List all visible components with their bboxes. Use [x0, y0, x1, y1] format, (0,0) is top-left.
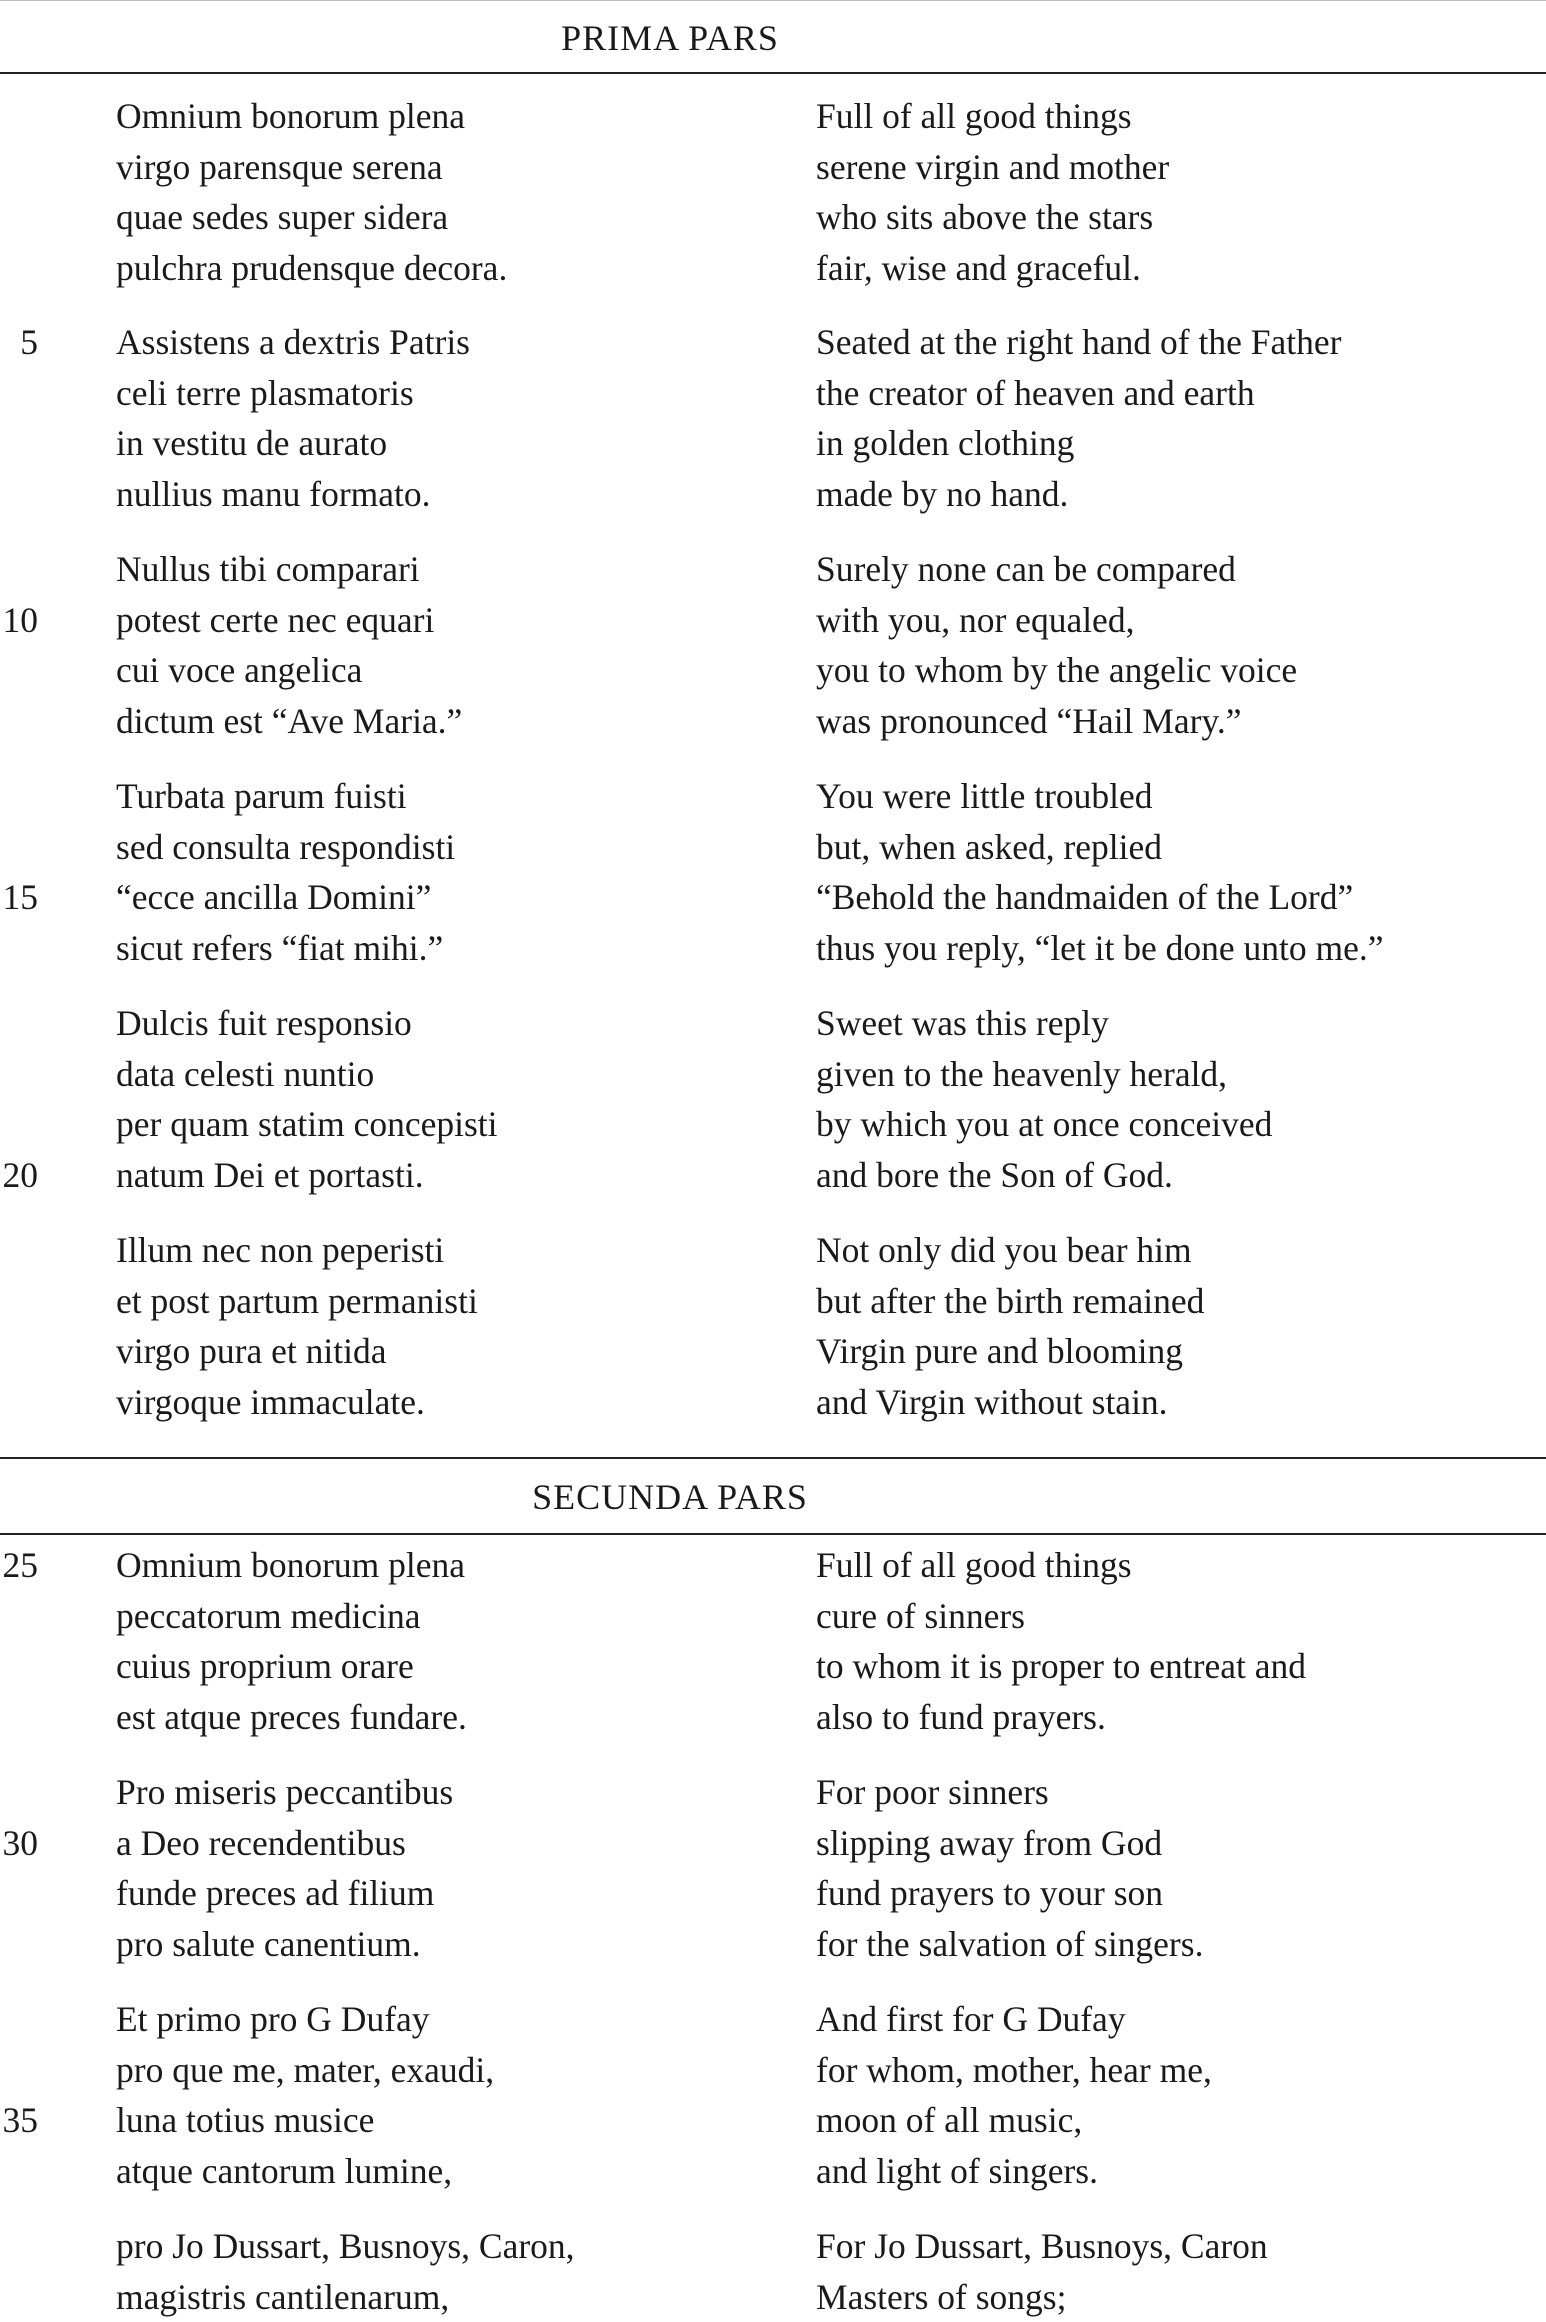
english-text: serene virgin and mother [816, 146, 1170, 187]
stanza [0, 1540, 1546, 1742]
section-rule-prima [0, 72, 1546, 74]
english-text: Not only did you bear him [816, 1230, 1192, 1270]
latin-text: virgoque immaculate. [116, 1381, 425, 1422]
latin-text: potest certe nec equari [116, 599, 435, 640]
latin-text: virgo pura et nitida [116, 1331, 387, 1372]
latin-text: Assistens a dextris Patris [116, 322, 470, 362]
latin-text: celi terre plasmatoris [116, 372, 414, 413]
verse-line [0, 696, 1546, 747]
verse-line [0, 192, 1546, 243]
section-title-prima: PRIMA PARS [561, 18, 779, 58]
latin-text: virgo parensque serena [116, 146, 443, 187]
latin-text: magistris cantilenarum, [116, 2276, 450, 2317]
english-text: For poor sinners [816, 1772, 1049, 1812]
latin-text: peccatorum medicina [116, 1595, 421, 1636]
line-number: 5 [20, 322, 38, 362]
latin-text: data celesti nuntio [116, 1053, 375, 1094]
latin-text: sed consulta respondisti [116, 826, 456, 867]
verse-line [0, 595, 1546, 646]
latin-text: est atque preces fundare. [116, 1696, 467, 1737]
english-text: You were little troubled [816, 776, 1153, 816]
english-text: was pronounced “Hail Mary.” [816, 700, 1242, 741]
verse-line [0, 1540, 1546, 1591]
latin-text: quae sedes super sidera [116, 197, 449, 238]
latin-text: Dulcis fuit responsio [116, 1003, 412, 1043]
stanza [0, 1767, 1546, 1969]
english-text: Full of all good things [816, 1545, 1132, 1585]
latin-text: atque cantorum lumine, [116, 2150, 453, 2191]
latin-text: funde preces ad filium [116, 1873, 435, 1914]
english-text: with you, nor equaled, [816, 599, 1135, 640]
line-number: 35 [2, 2100, 38, 2141]
english-text: Sweet was this reply [816, 1003, 1109, 1043]
latin-text: Illum nec non peperisti [116, 1230, 445, 1270]
english-text: For Jo Dussart, Busnoys, Caron [816, 2226, 1268, 2266]
latin-text: Omnium bonorum plena [116, 96, 466, 136]
english-text: slipping away from God [816, 1822, 1163, 1863]
verse-line [0, 1099, 1546, 1150]
english-text: but, when asked, replied [816, 826, 1163, 867]
english-text: and bore the Son of God. [816, 1154, 1173, 1195]
verse-line [0, 317, 1546, 368]
english-text: Masters of songs; [816, 2276, 1067, 2317]
stanza [0, 771, 1546, 973]
english-text: also to fund prayers. [816, 1696, 1106, 1737]
verse-line [0, 1919, 1546, 1970]
latin-text: “ecce ancilla Domini” [116, 877, 432, 918]
verse-line [0, 243, 1546, 294]
verse-line [0, 1692, 1546, 1743]
verse-line [0, 2272, 1546, 2322]
latin-text: luna totius musice [116, 2100, 375, 2141]
latin-text: sicut refers “fiat mihi.” [116, 927, 444, 968]
verse-line [0, 544, 1546, 595]
english-text: given to the heavenly herald, [816, 1053, 1228, 1094]
english-text: you to whom by the angelic voice [816, 650, 1298, 691]
stanza [0, 91, 1546, 293]
verse-line [0, 1818, 1546, 1869]
english-text: the creator of heaven and earth [816, 372, 1255, 413]
stanza [0, 1225, 1546, 1427]
latin-text: pulchra prudensque decora. [116, 247, 508, 288]
english-text: but after the birth remained [816, 1280, 1205, 1321]
stanza [0, 317, 1546, 519]
english-text: for the salvation of singers. [816, 1923, 1204, 1964]
latin-text: Turbata parum fuisti [116, 776, 407, 816]
verse-line [0, 872, 1546, 923]
verse-line [0, 1377, 1546, 1428]
verse-line [0, 1994, 1546, 2045]
verse-line [0, 2146, 1546, 2197]
verse-line [0, 923, 1546, 974]
english-text: “Behold the handmaiden of the Lord” [816, 877, 1354, 918]
latin-text: Et primo pro G Dufay [116, 1999, 430, 2039]
english-text: for whom, mother, hear me, [816, 2049, 1212, 2090]
section-title-secunda: SECUNDA PARS [532, 1477, 808, 1517]
line-number: 20 [2, 1154, 38, 1195]
verse-line [0, 1150, 1546, 1201]
verse-line [0, 469, 1546, 520]
latin-text: nullius manu formato. [116, 473, 431, 514]
verse-line [0, 1049, 1546, 1100]
latin-text: Nullus tibi comparari [116, 549, 420, 589]
verse-line [0, 2221, 1546, 2272]
verse-line [0, 998, 1546, 1049]
verse-line [0, 1326, 1546, 1377]
english-text: Virgin pure and blooming [816, 1331, 1183, 1372]
line-number: 15 [2, 877, 38, 918]
verse-line [0, 771, 1546, 822]
line-number: 10 [2, 599, 38, 640]
english-text: moon of all music, [816, 2100, 1083, 2141]
latin-text: cui voce angelica [116, 650, 363, 691]
latin-text: cuius proprium orare [116, 1646, 414, 1687]
english-text: and light of singers. [816, 2150, 1098, 2191]
english-text: in golden clothing [816, 423, 1075, 464]
latin-text: a Deo recendentibus [116, 1822, 406, 1863]
english-text: cure of sinners [816, 1595, 1025, 1636]
latin-text: natum Dei et portasti. [116, 1154, 424, 1195]
english-text: who sits above the stars [816, 197, 1154, 238]
english-text: and Virgin without stain. [816, 1381, 1168, 1422]
stanza [0, 2221, 1546, 2322]
verse-line [0, 645, 1546, 696]
latin-text: pro salute canentium. [116, 1923, 421, 1964]
verse-line [0, 1767, 1546, 1818]
verse-line [0, 91, 1546, 142]
verse-line [0, 1276, 1546, 1327]
latin-text: dictum est “Ave Maria.” [116, 700, 463, 741]
verse-line [0, 1868, 1546, 1919]
stanza [0, 1994, 1546, 2196]
latin-text: in vestitu de aurato [116, 423, 388, 464]
english-text: by which you at once conceived [816, 1104, 1273, 1145]
latin-text: Omnium bonorum plena [116, 1545, 466, 1585]
english-text: fair, wise and graceful. [816, 247, 1141, 288]
english-text: made by no hand. [816, 473, 1069, 514]
verse-line [0, 142, 1546, 193]
english-text: Surely none can be compared [816, 549, 1236, 589]
line-number: 25 [2, 1545, 38, 1585]
verse-line [0, 2095, 1546, 2146]
english-text: fund prayers to your son [816, 1873, 1164, 1914]
latin-text: Pro miseris peccantibus [116, 1772, 454, 1812]
verse-line [0, 1591, 1546, 1642]
line-number: 30 [2, 1822, 38, 1863]
section-rule-secunda-top [0, 1457, 1546, 1459]
english-text: Full of all good things [816, 96, 1132, 136]
stanza [0, 998, 1546, 1200]
stanza [0, 544, 1546, 746]
latin-text: pro Jo Dussart, Busnoys, Caron, [116, 2226, 575, 2266]
latin-text: et post partum permanisti [116, 1280, 478, 1321]
english-text: And first for G Dufay [816, 1999, 1126, 2039]
top-rule [0, 0, 1546, 1]
latin-text: pro que me, mater, exaudi, [116, 2049, 495, 2090]
section-rule-secunda-bottom [0, 1533, 1546, 1535]
verse-line [0, 1225, 1546, 1276]
verse-line [0, 368, 1546, 419]
english-text: thus you reply, “let it be done unto me.” [816, 927, 1384, 968]
verse-line [0, 1641, 1546, 1692]
verse-line [0, 2045, 1546, 2096]
latin-text: per quam statim concepisti [116, 1104, 498, 1145]
english-text: to whom it is proper to entreat and [816, 1646, 1306, 1687]
verse-line [0, 822, 1546, 873]
verse-line [0, 418, 1546, 469]
english-text: Seated at the right hand of the Father [816, 322, 1342, 362]
